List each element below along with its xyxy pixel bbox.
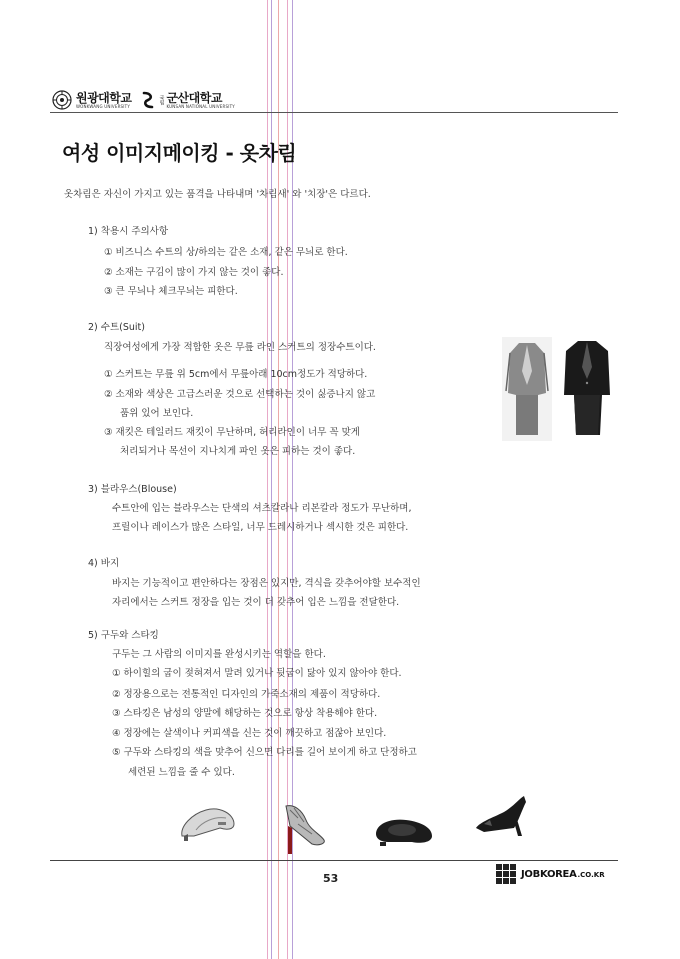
- paragraph-line: 수트안에 입는 블라우스는 단색의 셔츠칼라나 리본칼라 정도가 무난하며,: [112, 503, 412, 514]
- university-seal-icon: [52, 90, 72, 110]
- paragraph-line: 구두는 그 사람의 이미지를 완성시키는 역할을 한다.: [112, 649, 326, 660]
- intro-text: 옷차림은 자신이 가지고 있는 품격을 나타내며 '차림새' 와 '치장'은 다르다.: [64, 189, 371, 200]
- list-item: ① 스커트는 무릎 위 5cm에서 무릎아래 10cm정도가 적당하다.: [104, 369, 368, 380]
- paragraph-line: 자리에서는 스커트 정장을 입는 것이 더 갖추어 입은 느낌을 전달한다.: [112, 597, 400, 608]
- footer-divider: [50, 860, 618, 861]
- kunsan-emblem-icon: [141, 91, 155, 109]
- paragraph-line: 프릴이나 레이스가 많은 스타일, 너무 드레시하거나 섹시한 것은 피한다.: [112, 522, 409, 533]
- section-heading: 3) 블라우스(Blouse): [88, 484, 177, 495]
- section-heading: 1) 착용시 주의사항: [88, 226, 169, 237]
- logo-subtitle: WONKWANG UNIVERSITY: [76, 103, 130, 109]
- grid-logo-icon: [496, 864, 516, 884]
- list-item: ① 비즈니스 수트의 상/하의는 같은 소재, 같은 무늬로 한다.: [104, 247, 348, 258]
- list-item: ③ 재킷은 테일러드 재킷이 무난하며, 허리라인이 너무 꼭 맞게: [104, 427, 360, 438]
- section-heading: 2) 수트(Suit): [88, 322, 145, 333]
- brand-suffix: .CO.KR: [577, 871, 605, 879]
- list-item: ③ 스타킹은 남성의 양말에 해당하는 것으로 항상 착용해야 한다.: [112, 708, 378, 719]
- logo-subtitle: KUNSAN NATIONAL UNIVERSITY: [166, 103, 235, 109]
- list-item: ③ 큰 무늬나 체크무늬는 피한다.: [104, 286, 238, 297]
- list-item-continuation: 품위 있어 보인다.: [120, 408, 194, 419]
- logo-prefix: 국립: [158, 95, 165, 105]
- logo-name: 원광대학교: [76, 90, 132, 105]
- grey-skirt-suit-image: [502, 337, 552, 441]
- silver-pump-shoe-image: [176, 796, 240, 842]
- brand-name: JOBKOREA: [521, 868, 577, 880]
- patterned-pump-shoe-image: [276, 800, 332, 856]
- list-item-continuation: 처리되거나 목선이 지나치게 파인 옷은 피하는 것이 좋다.: [120, 446, 356, 457]
- list-item: ① 하이힐의 굽이 젖혀져서 말려 있거나 뒷굽이 닳아 있지 않아야 한다.: [112, 668, 402, 679]
- section-heading: 5) 구두와 스타킹: [88, 630, 159, 641]
- paragraph-line: 바지는 기능적이고 편안하다는 장점은 있지만, 격식을 갖추어야할 보수적인: [112, 578, 421, 589]
- list-item: ⑤ 구두와 스타킹의 색을 맞추어 신으면 다리를 길어 보이게 하고 단정하고: [112, 747, 417, 758]
- header-divider: [50, 112, 618, 113]
- wonkwang-logo: [52, 90, 131, 110]
- black-flat-shoe-image: [372, 808, 436, 848]
- list-item: ② 소재와 색상은 고급스러운 것으로 선택하는 것이 싫증나지 않고: [104, 389, 376, 400]
- page-number: 53: [323, 872, 339, 885]
- page-title: 여성 이미지메이킹 - 옷차림: [62, 141, 297, 165]
- kunsan-logo: [141, 91, 234, 109]
- list-item: ④ 정장에는 살색이나 커피색을 신는 것이 깨끗하고 점잖아 보인다.: [112, 728, 387, 739]
- jobkorea-logo: [496, 864, 605, 884]
- list-item: ② 소재는 구김이 많이 가지 않는 것이 좋다.: [104, 267, 284, 278]
- paragraph-line: 직장여성에게 가장 적합한 옷은 무릎 라인 스커트의 정장수트이다.: [104, 342, 376, 353]
- section-heading: 4) 바지: [88, 558, 120, 569]
- logo-name: 군산대학교: [166, 90, 222, 105]
- header-logos: [52, 90, 245, 110]
- list-item-continuation: 세련된 느낌을 줄 수 있다.: [128, 767, 235, 778]
- list-item: ② 정장용으로는 전통적인 디자인의 가죽소재의 제품이 적당하다.: [112, 689, 381, 700]
- black-skirt-suit-image: [560, 337, 614, 441]
- black-heel-shoe-image: [470, 794, 530, 838]
